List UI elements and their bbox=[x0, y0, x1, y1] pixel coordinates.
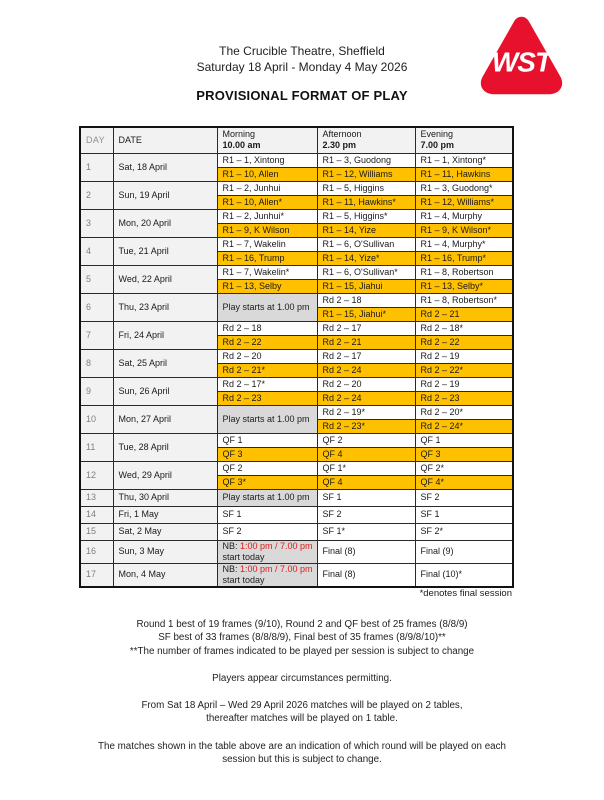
evening-session-cell: QF 3 bbox=[415, 447, 513, 461]
afternoon-session-cell: R1 – 12, Williams bbox=[317, 167, 415, 181]
evening-session-cell: Rd 2 – 19 bbox=[415, 349, 513, 363]
schedule-header-row bbox=[80, 127, 513, 153]
frames-note-line3: **The number of frames indicated to be played per session is subject to change bbox=[129, 645, 475, 657]
schedule-row-day-11-session-1 bbox=[80, 433, 513, 447]
morning-session-cell: R1 – 7, Wakelin* bbox=[217, 265, 317, 279]
afternoon-session-cell: Rd 2 – 19* bbox=[317, 405, 415, 419]
afternoon-session-cell: R1 – 14, Yize bbox=[317, 223, 415, 237]
afternoon-session-cell: SF 1 bbox=[317, 489, 415, 506]
players-note bbox=[0, 672, 604, 685]
schedule-row-day-9-session-1 bbox=[80, 377, 513, 391]
col-header-morning-label: Morning bbox=[222, 129, 256, 140]
day-number: 14 bbox=[80, 506, 113, 523]
evening-session-cell: R1 – 8, Robertson* bbox=[415, 293, 513, 307]
afternoon-session-cell: R1 – 15, Jiahui* bbox=[317, 307, 415, 321]
afternoon-session-cell: R1 – 3, Guodong bbox=[317, 153, 415, 167]
evening-session-cell: R1 – 4, Murphy* bbox=[415, 237, 513, 251]
date-label: Thu, 23 April bbox=[113, 293, 217, 321]
afternoon-session-cell: QF 2 bbox=[317, 433, 415, 447]
schedule-table bbox=[79, 126, 514, 588]
afternoon-session-cell: QF 4 bbox=[317, 475, 415, 489]
schedule-row-day-5-session-1 bbox=[80, 265, 513, 279]
date-label: Fri, 24 April bbox=[113, 321, 217, 349]
evening-session-cell: R1 – 12, Williams* bbox=[415, 195, 513, 209]
col-header-evening bbox=[415, 127, 513, 153]
evening-session-cell: R1 – 8, Robertson bbox=[415, 265, 513, 279]
col-header-morning bbox=[217, 127, 317, 153]
evening-session-cell: QF 2* bbox=[415, 461, 513, 475]
morning-session-cell: Rd 2 – 18 bbox=[217, 321, 317, 335]
nb-start-note bbox=[217, 540, 317, 563]
day-number: 7 bbox=[80, 321, 113, 349]
page-title: PROVISIONAL FORMAT OF PLAY bbox=[196, 88, 408, 103]
afternoon-session-cell: Rd 2 – 24 bbox=[317, 363, 415, 377]
day-number: 13 bbox=[80, 489, 113, 506]
morning-session-cell: R1 – 2, Junhui bbox=[217, 181, 317, 195]
schedule-row-day-4-session-1 bbox=[80, 237, 513, 251]
evening-session-cell: QF 4* bbox=[415, 475, 513, 489]
morning-session-cell: QF 2 bbox=[217, 461, 317, 475]
nb-prefix: NB: bbox=[222, 563, 241, 574]
morning-session-cell: Rd 2 – 20 bbox=[217, 349, 317, 363]
evening-session-cell: R1 – 16, Trump* bbox=[415, 251, 513, 265]
play-start-note: Play starts at 1.00 pm bbox=[217, 489, 317, 506]
schedule-row-day-17 bbox=[80, 563, 513, 587]
wst-logo bbox=[476, 15, 567, 96]
evening-session-cell: SF 1 bbox=[415, 506, 513, 523]
afternoon-session-cell: QF 1* bbox=[317, 461, 415, 475]
nb-times-red: 1:00 pm / 7.00 pm bbox=[240, 540, 313, 551]
afternoon-session-cell: R1 – 6, O'Sullivan* bbox=[317, 265, 415, 279]
play-start-note: Play starts at 1.00 pm bbox=[217, 293, 317, 321]
evening-session-cell: R1 – 9, K Wilson* bbox=[415, 223, 513, 237]
schedule-body bbox=[80, 153, 513, 587]
indication-note bbox=[0, 740, 604, 767]
day-number: 16 bbox=[80, 540, 113, 563]
morning-session-cell: R1 – 13, Selby bbox=[217, 279, 317, 293]
nb-start-note bbox=[217, 563, 317, 587]
evening-session-cell: SF 2 bbox=[415, 489, 513, 506]
schedule-row-day-15 bbox=[80, 523, 513, 540]
schedule-row-day-2-session-1 bbox=[80, 181, 513, 195]
col-header-morning-time: 10.00 am bbox=[222, 140, 261, 151]
schedule-row-day-8-session-1 bbox=[80, 349, 513, 363]
afternoon-session-cell: Rd 2 – 24 bbox=[317, 391, 415, 405]
date-label: Tue, 28 April bbox=[113, 433, 217, 461]
col-header-day: DAY bbox=[80, 127, 113, 153]
morning-session-cell: R1 – 2, Junhui* bbox=[217, 209, 317, 223]
schedule-row-day-12-session-1 bbox=[80, 461, 513, 475]
col-header-evening-label: Evening bbox=[420, 129, 454, 140]
morning-session-cell: SF 2 bbox=[217, 523, 317, 540]
afternoon-session-cell: R1 – 6, O'Sullivan bbox=[317, 237, 415, 251]
evening-session-cell: Final (9) bbox=[415, 540, 513, 563]
evening-session-cell: R1 – 4, Murphy bbox=[415, 209, 513, 223]
col-header-afternoon-time: 2.30 pm bbox=[322, 140, 357, 151]
day-number: 9 bbox=[80, 377, 113, 405]
morning-session-cell: R1 – 10, Allen* bbox=[217, 195, 317, 209]
schedule-row-day-14 bbox=[80, 506, 513, 523]
day-number: 1 bbox=[80, 153, 113, 181]
date-label: Sat, 25 April bbox=[113, 349, 217, 377]
date-label: Sun, 26 April bbox=[113, 377, 217, 405]
morning-session-cell: R1 – 1, Xintong bbox=[217, 153, 317, 167]
schedule-row-day-10-session-1 bbox=[80, 405, 513, 419]
afternoon-session-cell: Final (8) bbox=[317, 563, 415, 587]
notes-section bbox=[0, 618, 604, 780]
evening-session-cell: Rd 2 – 21 bbox=[415, 307, 513, 321]
afternoon-session-cell: Rd 2 – 23* bbox=[317, 419, 415, 433]
day-number: 15 bbox=[80, 523, 113, 540]
evening-session-cell: QF 1 bbox=[415, 433, 513, 447]
evening-session-cell: Final (10)* bbox=[415, 563, 513, 587]
date-range: Saturday 18 April - Monday 4 May 2026 bbox=[196, 59, 408, 74]
afternoon-session-cell: R1 – 5, Higgins* bbox=[317, 209, 415, 223]
frames-note-line1: Round 1 best of 19 frames (9/10), Round 2 and QF best of 25 frames (8/8/9) bbox=[136, 619, 468, 630]
date-label: Wed, 29 April bbox=[113, 461, 217, 489]
evening-session-cell: R1 – 3, Guodong* bbox=[415, 181, 513, 195]
date-label: Wed, 22 April bbox=[113, 265, 217, 293]
morning-session-cell: Rd 2 – 17* bbox=[217, 377, 317, 391]
play-start-note: Play starts at 1.00 pm bbox=[217, 405, 317, 433]
frames-note bbox=[0, 618, 604, 658]
date-label: Mon, 4 May bbox=[113, 563, 217, 587]
schedule-row-day-3-session-1 bbox=[80, 209, 513, 223]
morning-session-cell: QF 1 bbox=[217, 433, 317, 447]
afternoon-session-cell: Rd 2 – 18 bbox=[317, 293, 415, 307]
day-number: 2 bbox=[80, 181, 113, 209]
col-header-afternoon-label: Afternoon bbox=[322, 129, 362, 140]
evening-session-cell: Rd 2 – 19 bbox=[415, 377, 513, 391]
col-header-afternoon bbox=[317, 127, 415, 153]
afternoon-session-cell: QF 4 bbox=[317, 447, 415, 461]
morning-session-cell: Rd 2 – 22 bbox=[217, 335, 317, 349]
morning-session-cell: SF 1 bbox=[217, 506, 317, 523]
evening-session-cell: R1 – 13, Selby* bbox=[415, 279, 513, 293]
afternoon-session-cell: Rd 2 – 17 bbox=[317, 321, 415, 335]
players-note-line1: Players appear circumstances permitting. bbox=[212, 672, 392, 684]
evening-session-cell: Rd 2 – 23 bbox=[415, 391, 513, 405]
col-header-date: DATE bbox=[113, 127, 217, 153]
morning-session-cell: Rd 2 – 21* bbox=[217, 363, 317, 377]
indication-note-line2: session but this is subject to change. bbox=[222, 754, 382, 766]
afternoon-session-cell: SF 1* bbox=[317, 523, 415, 540]
day-number: 10 bbox=[80, 405, 113, 433]
afternoon-session-cell: R1 – 11, Hawkins* bbox=[317, 195, 415, 209]
evening-session-cell: Rd 2 – 24* bbox=[415, 419, 513, 433]
afternoon-session-cell: Rd 2 – 21 bbox=[317, 335, 415, 349]
day-number: 11 bbox=[80, 433, 113, 461]
date-label: Sun, 3 May bbox=[113, 540, 217, 563]
day-number: 17 bbox=[80, 563, 113, 587]
tables-note-line1: From Sat 18 April – Wed 29 April 2026 matches will be played on 2 tables, bbox=[141, 700, 463, 712]
date-label: Sat, 18 April bbox=[113, 153, 217, 181]
logo-text: WST bbox=[491, 46, 552, 78]
afternoon-session-cell: R1 – 14, Yize* bbox=[317, 251, 415, 265]
afternoon-session-cell: R1 – 15, Jiahui bbox=[317, 279, 415, 293]
schedule-row-day-13 bbox=[80, 489, 513, 506]
afternoon-session-cell: SF 2 bbox=[317, 506, 415, 523]
evening-session-cell: R1 – 11, Hawkins bbox=[415, 167, 513, 181]
wst-logo-graphic bbox=[476, 15, 567, 96]
schedule-row-day-6-session-1 bbox=[80, 293, 513, 307]
final-session-footnote: *denotes final session bbox=[419, 588, 512, 599]
afternoon-session-cell: Rd 2 – 20 bbox=[317, 377, 415, 391]
morning-session-cell: R1 – 16, Trump bbox=[217, 251, 317, 265]
morning-session-cell: Rd 2 – 23 bbox=[217, 391, 317, 405]
date-label: Fri, 1 May bbox=[113, 506, 217, 523]
date-label: Sat, 2 May bbox=[113, 523, 217, 540]
date-label: Tue, 21 April bbox=[113, 237, 217, 265]
schedule-row-day-16 bbox=[80, 540, 513, 563]
day-number: 8 bbox=[80, 349, 113, 377]
morning-session-cell: QF 3* bbox=[217, 475, 317, 489]
schedule-row-day-1-session-1 bbox=[80, 153, 513, 167]
evening-session-cell: SF 2* bbox=[415, 523, 513, 540]
afternoon-session-cell: Final (8) bbox=[317, 540, 415, 563]
schedule-row-day-7-session-1 bbox=[80, 321, 513, 335]
date-label: Thu, 30 April bbox=[113, 489, 217, 506]
morning-session-cell: R1 – 9, K Wilson bbox=[217, 223, 317, 237]
morning-session-cell: R1 – 7, Wakelin bbox=[217, 237, 317, 251]
evening-session-cell: Rd 2 – 18* bbox=[415, 321, 513, 335]
tables-note bbox=[0, 699, 604, 726]
evening-session-cell: R1 – 1, Xintong* bbox=[415, 153, 513, 167]
col-header-evening-time: 7.00 pm bbox=[420, 140, 455, 151]
day-number: 12 bbox=[80, 461, 113, 489]
nb-prefix: NB: bbox=[222, 540, 241, 551]
morning-session-cell: R1 – 10, Allen bbox=[217, 167, 317, 181]
date-label: Mon, 27 April bbox=[113, 405, 217, 433]
evening-session-cell: Rd 2 – 22 bbox=[415, 335, 513, 349]
nb-times-red: 1:00 pm / 7.00 pm bbox=[240, 563, 313, 574]
evening-session-cell: Rd 2 – 20* bbox=[415, 405, 513, 419]
morning-session-cell: QF 3 bbox=[217, 447, 317, 461]
afternoon-session-cell: Rd 2 – 17 bbox=[317, 349, 415, 363]
tables-note-line2: thereafter matches will be played on 1 table. bbox=[206, 713, 398, 725]
indication-note-line1: The matches shown in the table above are an indication of which round will be played on each bbox=[98, 740, 506, 752]
afternoon-session-cell: R1 – 5, Higgins bbox=[317, 181, 415, 195]
day-number: 5 bbox=[80, 265, 113, 293]
nb-suffix: start today bbox=[222, 574, 265, 585]
nb-suffix: start today bbox=[222, 551, 265, 562]
date-label: Mon, 20 April bbox=[113, 209, 217, 237]
date-label: Sun, 19 April bbox=[113, 181, 217, 209]
frames-note-line2: SF best of 33 frames (8/8/8/9), Final best of 35 frames (8/9/8/10)** bbox=[158, 632, 446, 644]
day-number: 6 bbox=[80, 293, 113, 321]
evening-session-cell: Rd 2 – 22* bbox=[415, 363, 513, 377]
day-number: 4 bbox=[80, 237, 113, 265]
day-number: 3 bbox=[80, 209, 113, 237]
venue-title: The Crucible Theatre, Sheffield bbox=[219, 44, 385, 58]
